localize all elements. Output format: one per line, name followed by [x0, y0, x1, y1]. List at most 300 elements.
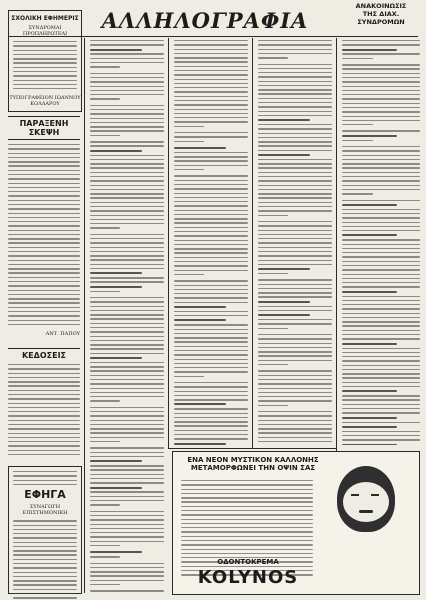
text-line	[258, 415, 332, 416]
text-line	[258, 264, 332, 265]
text-line	[342, 49, 397, 51]
kolynos-brand: KOLYNOS	[197, 567, 299, 588]
text-line	[258, 57, 288, 58]
text-line	[90, 62, 164, 63]
text-line	[258, 141, 332, 142]
text-line	[90, 66, 120, 67]
text-line	[258, 428, 332, 429]
ad-headline: ΕΝΑ ΝΕΟΝ ΜΥΣΤΙΚΟΝ ΚΑΛΛΟΝΗΣ ΜΕΤΑΜΟΡΦΩΝΕΙ ΤΗΝ ΟΨΙΝ ΣΑΣ	[187, 456, 319, 472]
text-line	[174, 218, 248, 219]
text-line	[258, 185, 332, 186]
text-line	[90, 515, 164, 516]
text-line	[342, 200, 420, 201]
text-line	[258, 197, 332, 198]
text-line	[342, 146, 420, 147]
text-line	[342, 94, 420, 95]
text-line	[90, 219, 164, 220]
info-box-footer: ΤΥΠΟΓΡΑΦΕΙΟΝ ΙΩΑΝΝΟΥ ΚΟΛΛΑΡΟΥ	[9, 95, 81, 107]
text-line	[90, 86, 164, 87]
text-line	[258, 284, 332, 285]
text-line	[174, 408, 248, 409]
left-column-article-2	[8, 348, 80, 458]
text-line	[90, 197, 164, 198]
text-line	[174, 399, 248, 400]
text-line	[174, 197, 248, 198]
text-line	[258, 364, 288, 365]
text-line	[174, 175, 248, 176]
text-line	[174, 113, 248, 114]
text-line	[174, 315, 248, 316]
text-line	[258, 119, 310, 121]
text-line	[342, 226, 420, 227]
text-line	[342, 124, 373, 125]
text-line	[342, 204, 397, 206]
text-line	[258, 210, 332, 211]
text-line	[90, 251, 164, 252]
text-line	[90, 176, 164, 177]
text-line	[342, 317, 420, 318]
text-line	[174, 214, 248, 215]
text-line	[258, 85, 332, 86]
text-line	[174, 126, 204, 127]
text-line	[342, 68, 420, 69]
text-line	[258, 180, 332, 181]
text-line	[258, 441, 332, 442]
text-line	[174, 438, 248, 439]
text-line	[90, 44, 164, 45]
text-line	[174, 285, 248, 286]
text-line	[258, 44, 332, 45]
text-line	[174, 350, 248, 351]
text-line	[174, 96, 248, 97]
text-line	[258, 115, 332, 116]
text-line	[174, 403, 226, 405]
text-line	[90, 167, 164, 168]
text-line	[90, 135, 120, 136]
text-line	[258, 137, 332, 138]
text-line	[258, 102, 332, 103]
text-line	[90, 580, 164, 581]
text-line	[342, 444, 397, 445]
text-line	[258, 338, 332, 339]
text-line	[174, 165, 248, 166]
text-line	[258, 242, 332, 243]
text-line	[174, 141, 204, 142]
text-line	[258, 405, 288, 406]
text-line	[90, 452, 164, 453]
text-line	[258, 238, 332, 239]
text-line	[342, 172, 420, 173]
text-line	[90, 113, 164, 114]
text-line	[342, 40, 420, 41]
text-line	[90, 122, 164, 123]
text-line	[342, 44, 420, 45]
text-line	[90, 465, 164, 466]
text-line	[90, 150, 142, 152]
text-line	[174, 87, 248, 88]
text-line	[258, 247, 332, 248]
text-line	[90, 392, 164, 393]
text-line	[258, 375, 332, 376]
text-line	[90, 306, 164, 307]
text-line	[342, 86, 420, 87]
text-line	[174, 160, 248, 161]
text-line	[90, 130, 164, 131]
text-line	[90, 94, 164, 95]
text-line	[174, 265, 248, 266]
text-line	[174, 359, 248, 360]
text-line	[342, 150, 420, 151]
text-line	[174, 66, 248, 67]
text-line	[174, 280, 248, 281]
text-line	[90, 491, 164, 492]
text-line	[258, 64, 332, 65]
text-line	[258, 268, 310, 270]
text-line	[90, 340, 164, 341]
text-line	[90, 407, 164, 408]
text-line	[342, 338, 420, 339]
text-line	[258, 255, 332, 256]
text-line	[258, 355, 332, 356]
info-box-subtitle: ΣΥΝΔΡΟΜΑΙ ΠΡΟΠΛΗΡΩΤΕΑΙ	[22, 25, 68, 37]
text-line	[174, 293, 248, 294]
text-line	[342, 308, 420, 309]
text-line	[90, 556, 120, 557]
text-line	[258, 206, 332, 207]
column-divider	[84, 38, 85, 593]
text-line	[342, 180, 420, 181]
text-line	[258, 133, 332, 134]
text-line	[90, 496, 164, 497]
text-line	[258, 260, 332, 261]
text-line	[342, 404, 420, 405]
text-line	[90, 98, 120, 99]
text-line	[258, 98, 332, 99]
text-line	[90, 504, 120, 505]
text-line	[342, 360, 420, 361]
text-line	[174, 136, 248, 137]
text-line	[342, 163, 420, 164]
text-line	[258, 400, 332, 401]
text-line	[342, 111, 420, 112]
text-line	[90, 159, 164, 160]
text-line	[342, 426, 397, 428]
text-line	[90, 482, 164, 483]
text-line	[90, 590, 164, 591]
text-line	[90, 180, 164, 181]
text-line	[258, 167, 332, 168]
text-line	[258, 154, 310, 156]
text-line	[90, 202, 164, 203]
section-heading-2: ΚΕΔΟΣΕΙΣ	[8, 348, 80, 360]
text-line	[174, 421, 248, 422]
text-line	[90, 77, 164, 78]
text-line	[174, 227, 248, 228]
text-line	[174, 152, 248, 153]
text-line	[174, 346, 248, 347]
text-line	[174, 341, 248, 342]
text-line	[174, 201, 248, 202]
text-line	[258, 230, 332, 231]
text-line	[174, 121, 248, 122]
text-line	[174, 132, 248, 133]
text-line	[258, 273, 288, 274]
column-2-letters	[90, 40, 164, 592]
text-line	[90, 255, 164, 256]
text-line	[90, 524, 164, 525]
text-line	[174, 395, 248, 396]
text-line	[174, 222, 248, 223]
text-line	[258, 334, 332, 335]
text-line	[174, 430, 248, 431]
article-signature: ΑΝΤ. ΠΑΠΟΥ	[45, 331, 80, 337]
text-line	[90, 81, 164, 82]
text-line	[342, 248, 420, 249]
text-line	[90, 383, 164, 384]
text-line	[90, 189, 164, 190]
text-line	[174, 244, 248, 245]
text-line	[342, 278, 420, 279]
text-line	[342, 417, 397, 419]
text-line	[174, 169, 204, 170]
page-title: ΑΛΛΗΛΟΓΡΑΦΙΑ	[101, 8, 309, 33]
text-line	[174, 210, 248, 211]
text-line	[342, 222, 420, 223]
text-line	[90, 563, 164, 564]
text-line	[258, 392, 332, 393]
text-line	[342, 58, 373, 59]
text-line	[342, 343, 397, 345]
kolynos-advertisement	[172, 451, 420, 595]
text-line	[342, 103, 420, 104]
text-line	[90, 238, 164, 239]
text-line	[342, 390, 397, 392]
text-line	[258, 310, 332, 311]
text-line	[174, 376, 204, 377]
text-line	[342, 300, 420, 301]
text-line	[90, 277, 164, 278]
text-line	[90, 58, 164, 59]
text-line	[174, 193, 248, 194]
text-line	[174, 274, 204, 275]
text-line	[342, 261, 420, 262]
text-line	[342, 209, 420, 210]
text-line	[174, 386, 248, 387]
text-line	[174, 413, 248, 414]
text-line	[342, 135, 397, 137]
text-line	[90, 388, 164, 389]
text-line	[258, 150, 332, 151]
text-line	[90, 366, 164, 367]
text-line	[90, 447, 164, 448]
text-line	[174, 382, 248, 383]
text-line	[90, 155, 164, 156]
text-line	[342, 185, 420, 186]
text-line	[174, 270, 248, 271]
text-line	[342, 431, 420, 432]
text-line	[342, 304, 420, 305]
column-4-letters	[258, 40, 332, 445]
text-line	[342, 330, 420, 331]
text-line	[174, 252, 248, 253]
text-line	[174, 391, 248, 392]
text-line	[174, 235, 248, 236]
ad-product-line: ΟΔΟΝΤΟΚΡΕΜΑ	[217, 558, 279, 566]
text-line	[258, 292, 332, 293]
text-line	[174, 100, 248, 101]
text-line	[90, 441, 120, 442]
text-line	[258, 53, 332, 54]
text-line	[174, 367, 248, 368]
text-line	[258, 370, 332, 371]
text-line	[342, 274, 420, 275]
text-line	[342, 213, 420, 214]
text-line	[342, 120, 420, 121]
text-line	[342, 116, 420, 117]
text-line	[90, 519, 164, 520]
text-line	[90, 141, 164, 142]
text-line	[90, 49, 142, 51]
text-line	[258, 306, 332, 307]
ad-top-rule	[168, 448, 336, 449]
text-line	[90, 109, 164, 110]
text-line	[90, 370, 164, 371]
text-line	[90, 53, 164, 54]
text-line	[342, 408, 420, 409]
text-line	[90, 272, 142, 274]
text-line	[258, 124, 332, 125]
bottom-left-advertisement	[8, 466, 82, 594]
text-line	[174, 261, 248, 262]
text-line	[90, 456, 164, 457]
text-line	[90, 567, 164, 568]
text-line	[174, 306, 226, 308]
text-line	[258, 40, 332, 41]
text-line	[174, 257, 248, 258]
text-line	[90, 375, 164, 376]
text-line	[174, 297, 248, 298]
text-line	[258, 68, 332, 69]
text-line	[90, 301, 164, 302]
text-line	[90, 323, 164, 324]
text-line	[90, 259, 164, 260]
text-line	[258, 89, 332, 90]
text-line	[258, 81, 332, 82]
text-line	[342, 435, 420, 436]
info-box-heading: ΣΧΟΛΙΚΗ ΕΦΗΜΕΡΙΣ	[11, 15, 79, 22]
text-line	[174, 91, 248, 92]
text-line	[90, 264, 164, 265]
text-line	[258, 323, 332, 324]
text-line	[258, 420, 332, 421]
text-line	[342, 365, 420, 366]
text-line	[174, 61, 248, 62]
text-line	[174, 302, 248, 303]
text-line	[174, 79, 248, 80]
text-line	[90, 118, 164, 119]
text-line	[90, 396, 164, 397]
text-line	[258, 189, 332, 190]
text-line	[174, 117, 248, 118]
text-line	[90, 575, 164, 576]
text-line	[342, 252, 420, 253]
right-header-line1: ΑΝΑΚΟΙΝΩΣΙΣ	[355, 2, 407, 10]
text-line	[90, 286, 142, 288]
text-line	[174, 104, 248, 105]
text-line	[90, 411, 164, 412]
text-line	[90, 126, 164, 127]
text-line	[258, 76, 332, 77]
text-line	[342, 53, 420, 54]
text-line	[174, 319, 226, 321]
text-line	[258, 202, 332, 203]
text-line	[342, 373, 420, 374]
text-line	[258, 251, 332, 252]
text-line	[258, 319, 332, 320]
text-line	[90, 357, 142, 359]
text-line	[258, 328, 288, 329]
text-line	[174, 53, 248, 54]
text-line	[342, 193, 373, 194]
text-line	[174, 363, 248, 364]
text-line	[90, 469, 164, 470]
text-line	[90, 474, 164, 475]
text-line	[258, 172, 332, 173]
text-line	[90, 172, 164, 173]
text-line	[174, 156, 248, 157]
text-line	[90, 318, 164, 319]
text-line	[342, 77, 420, 78]
text-line	[342, 377, 420, 378]
text-line	[342, 334, 420, 335]
text-line	[342, 73, 420, 74]
text-line	[258, 396, 332, 397]
text-line	[174, 425, 248, 426]
text-line	[90, 268, 164, 269]
text-line	[90, 541, 164, 542]
text-line	[258, 383, 332, 384]
text-line	[90, 163, 164, 164]
text-line	[258, 360, 332, 361]
text-line	[342, 395, 420, 396]
text-line	[342, 296, 420, 297]
text-line	[258, 163, 332, 164]
text-line	[90, 379, 164, 380]
text-line	[174, 188, 248, 189]
text-line	[342, 325, 420, 326]
text-line	[258, 193, 332, 194]
text-line	[258, 215, 288, 216]
text-line	[258, 343, 332, 344]
text-line	[90, 584, 120, 585]
text-line	[90, 247, 164, 248]
text-line	[174, 434, 248, 435]
info-box	[8, 10, 82, 112]
text-line	[342, 265, 420, 266]
text-line	[258, 159, 332, 160]
text-line	[342, 291, 397, 293]
text-line	[90, 420, 164, 421]
text-line	[342, 155, 420, 156]
text-line	[342, 244, 420, 245]
text-line	[258, 72, 332, 73]
text-line	[258, 176, 332, 177]
text-line	[342, 356, 420, 357]
text-line	[90, 291, 120, 292]
text-line	[174, 83, 248, 84]
text-line	[174, 289, 248, 290]
text-line	[90, 528, 164, 529]
